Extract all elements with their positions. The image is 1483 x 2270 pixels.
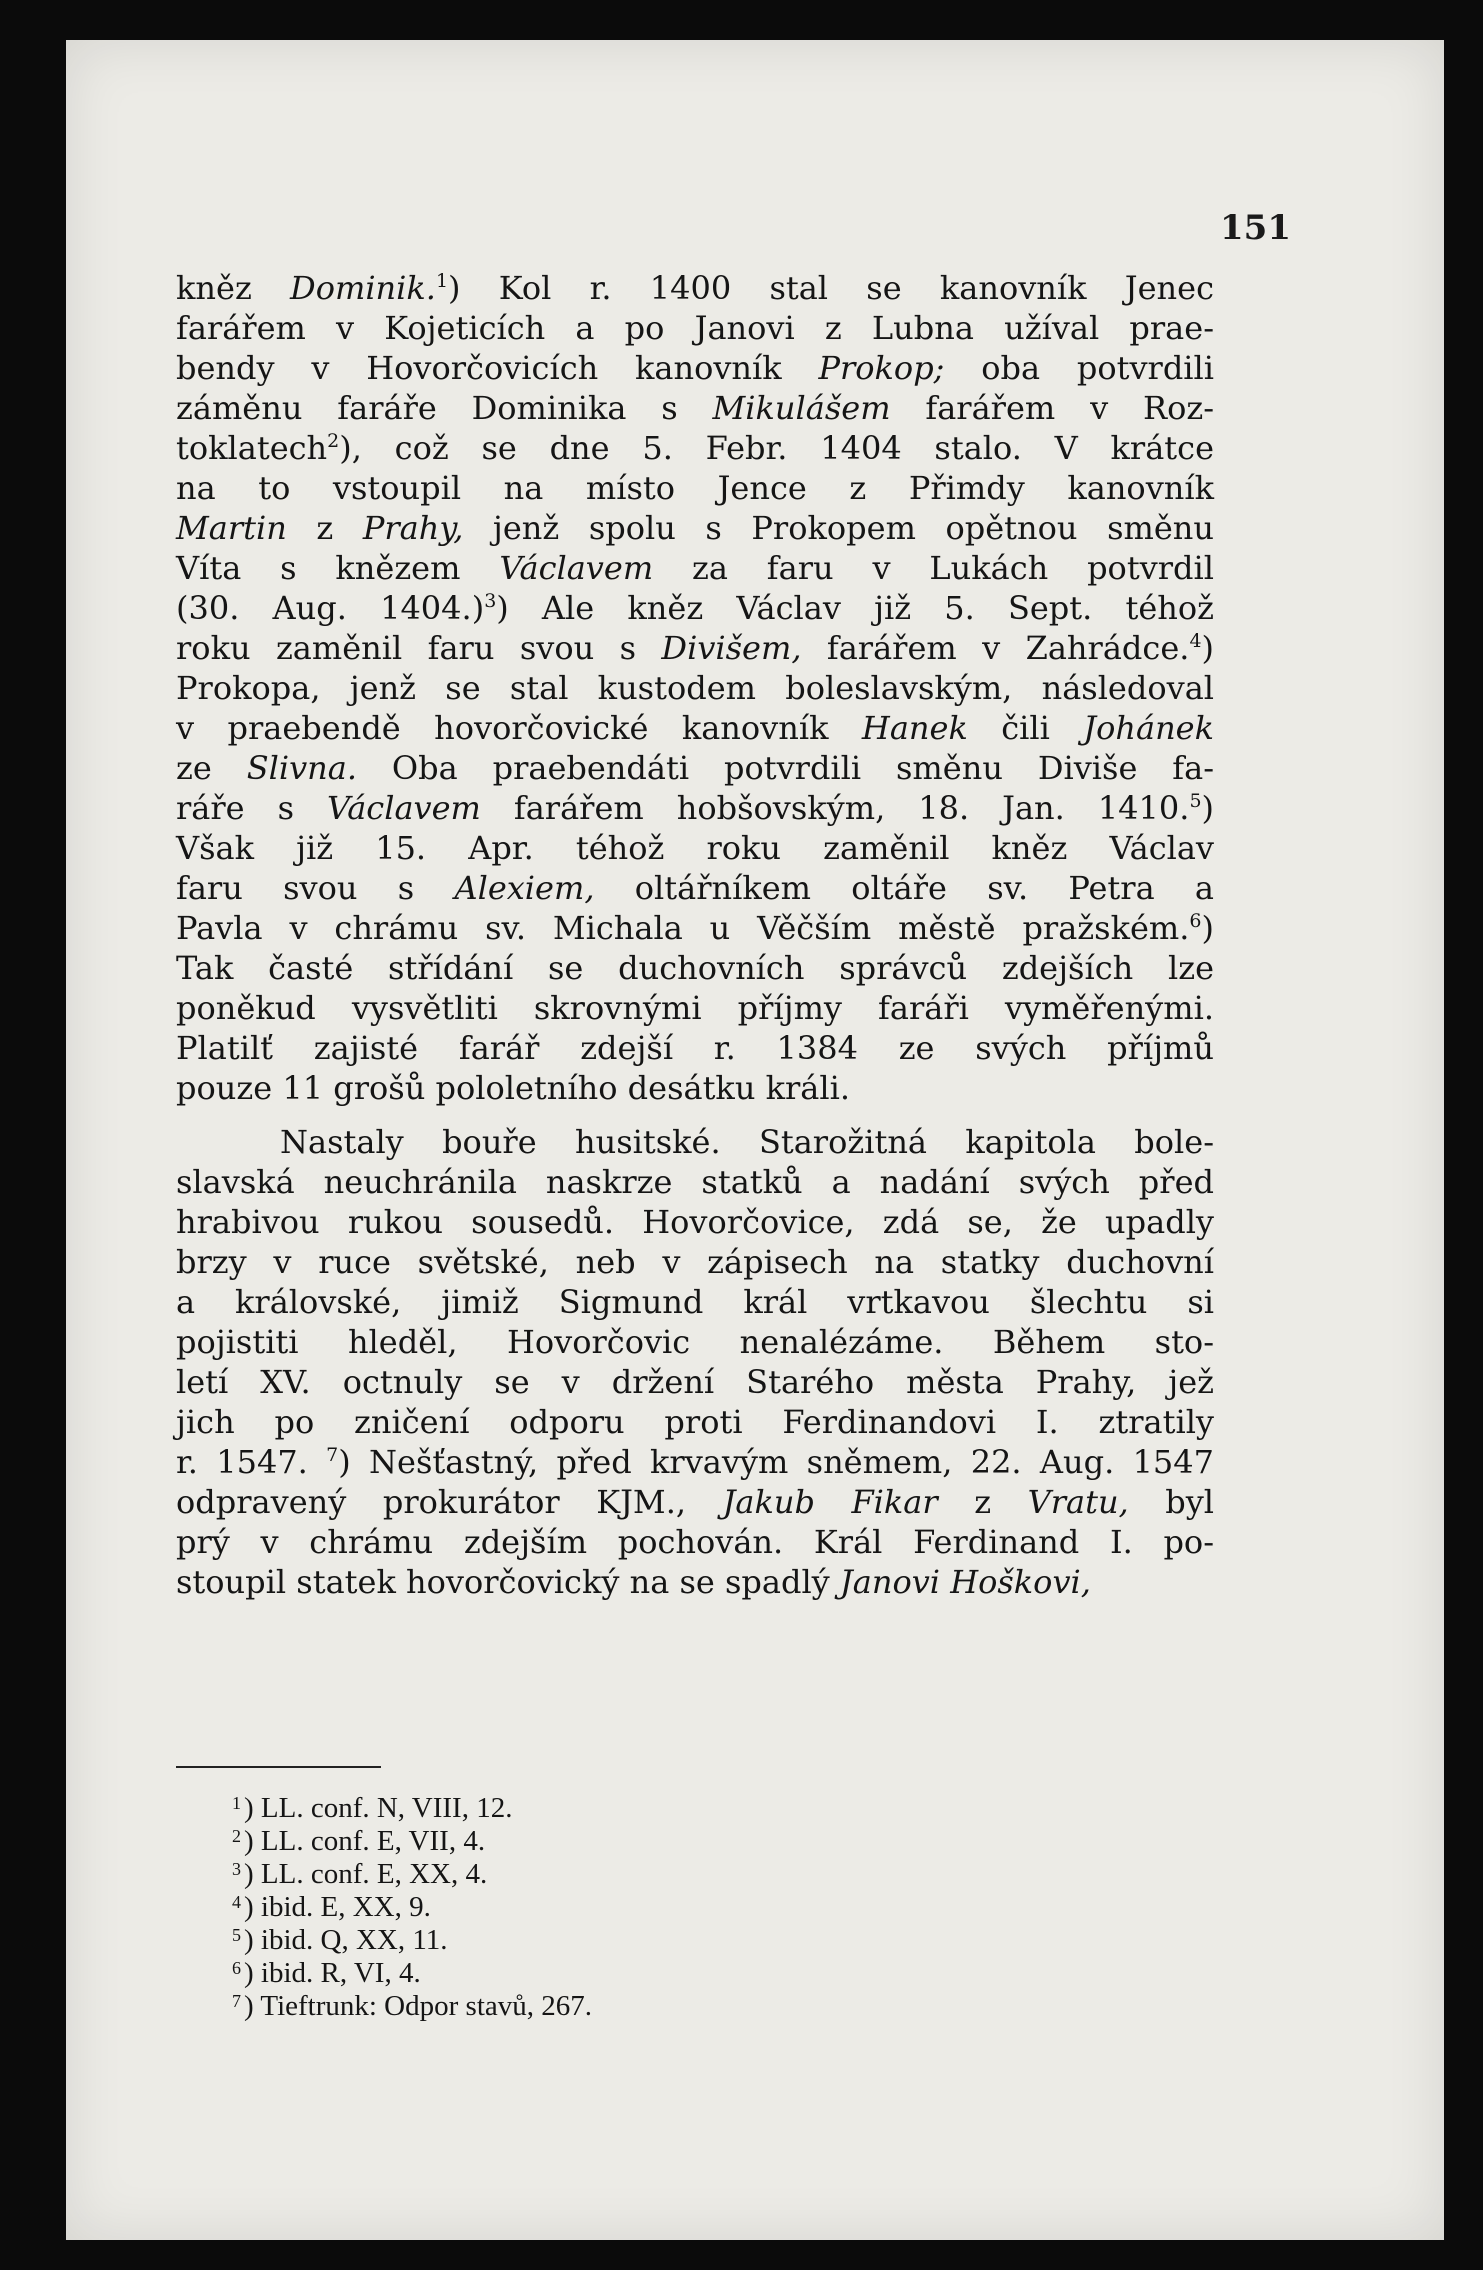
text-run: ) Ale kněz Václav již 5. Sept. téhož <box>496 589 1215 627</box>
footnote <box>232 1825 592 1858</box>
footnote-separator <box>176 1766 381 1768</box>
footnote-ref: 3 <box>484 590 497 612</box>
page-number: 151 <box>1220 208 1291 248</box>
text-line <box>176 1562 1214 1602</box>
text-run: Tak časté střídání se duchovních správců zdejších lze <box>176 949 1214 987</box>
footnote-ref: 2 <box>327 430 340 452</box>
footnote-mark: 7 <box>232 1991 241 2011</box>
text-run: čili <box>967 709 1084 747</box>
text-line <box>176 1322 1214 1362</box>
text-line <box>176 388 1214 428</box>
text-run: ráře s <box>176 789 328 827</box>
italic-name: Alexiem, <box>454 869 595 907</box>
text-line <box>176 1522 1214 1562</box>
text-run: ze <box>176 749 247 787</box>
text-line <box>176 1122 1214 1162</box>
text-line <box>176 428 1214 468</box>
text-line <box>176 548 1214 588</box>
footnotes <box>232 1792 592 2023</box>
text-run: Víta s knězem <box>176 549 500 587</box>
text-run: na to vstoupil na místo Jence z Přimdy kanovník <box>176 469 1214 507</box>
text-line <box>176 748 1214 788</box>
footnote-ref: 6 <box>1189 910 1202 932</box>
text-run: pojistiti hleděl, Hovorčovic nenalézáme. Během sto- <box>176 1323 1214 1361</box>
text-run: oltářníkem oltáře sv. Petra a <box>594 869 1215 907</box>
text-run: farářem v Kojeticích a po Janovi z Lubna užíval prae- <box>176 309 1214 347</box>
text-run: Platilť zajisté farář zdejší r. 1384 ze svých příjmů <box>176 1029 1214 1067</box>
text-run: ) <box>1201 789 1215 827</box>
text-run: slavská neuchránila naskrze statků a nadání svých před <box>176 1163 1214 1201</box>
italic-name: Václavem <box>327 789 481 827</box>
paragraph-1 <box>176 268 1214 1108</box>
text-run: byl <box>1128 1483 1215 1521</box>
text-run: hrabivou rukou sousedů. Hovorčovice, zdá se, že upadly <box>176 1203 1214 1241</box>
text-line <box>176 1442 1214 1482</box>
footnote-text: ) ibid. E, XX, 9. <box>244 1891 431 1923</box>
italic-name: Slivna. <box>246 749 358 787</box>
text-run: poněkud vysvětliti skrovnými příjmy faráři vyměřenými. <box>176 989 1214 1027</box>
text-run: ) <box>1201 629 1215 667</box>
italic-name: Divišem, <box>661 629 802 667</box>
text-line <box>176 788 1214 828</box>
text-run: Oba praebendáti potvrdili směnu Diviše fa- <box>357 749 1215 787</box>
text-run: bendy v Hovorčovicích kanovník <box>176 349 819 387</box>
text-run: Pavla v chrámu sv. Michala u Věčším městě pražském. <box>176 909 1190 947</box>
text-run: Prokopa, jenž se stal kustodem boleslavským, následoval <box>176 669 1214 707</box>
text-line <box>176 588 1214 628</box>
text-run: faru svou s <box>176 869 455 907</box>
text-run: stoupil statek hovorčovický na se spadlý <box>176 1563 840 1601</box>
text-run: pouze 11 grošů pololetního desátku králi. <box>176 1069 850 1107</box>
text-run: odpravený prokurátor KJM., <box>176 1483 723 1521</box>
paragraph-2 <box>176 1122 1214 1602</box>
text-run: ) Nešťastný, před krvavým sněmem, 22. Aug. 1547 <box>338 1443 1215 1481</box>
italic-name: Johánek <box>1083 709 1214 747</box>
footnote <box>232 1990 592 2023</box>
italic-name: Hanek <box>861 709 968 747</box>
text-run: v praebendě hovorčovické kanovník <box>176 709 862 747</box>
footnote <box>232 1792 592 1825</box>
text-run: z <box>286 509 363 547</box>
footnote-mark: 3 <box>232 1859 241 1879</box>
text-line <box>176 1482 1214 1522</box>
footnote <box>232 1957 592 1990</box>
footnote-text: ) ibid. R, VI, 4. <box>244 1957 421 1989</box>
text-run: r. 1547. <box>176 1443 327 1481</box>
footnote <box>232 1924 592 1957</box>
footnote-text: ) LL. conf. E, XX, 4. <box>244 1858 488 1890</box>
footnote-mark: 5 <box>232 1925 241 1945</box>
text-line <box>176 1362 1214 1402</box>
text-line <box>176 268 1214 308</box>
body-text <box>176 268 1214 1602</box>
italic-name: Jakub Fikar <box>722 1483 938 1521</box>
text-run: záměnu faráře Dominika s <box>176 389 713 427</box>
text-run: ), což se dne 5. Febr. 1404 stalo. V krátce <box>339 429 1214 467</box>
footnote <box>232 1858 592 1891</box>
italic-name: Vratu, <box>1027 1483 1129 1521</box>
text-run: Však již 15. Apr. téhož roku zaměnil kněz Václav <box>176 829 1214 867</box>
text-run: kněz <box>176 269 291 307</box>
text-line <box>176 1068 1214 1108</box>
italic-name: Prokop; <box>818 349 945 387</box>
footnote-ref: 1 <box>435 270 449 292</box>
text-run: letí XV. octnuly se v držení Starého města Prahy, jež <box>176 1363 1214 1401</box>
text-line <box>176 1282 1214 1322</box>
text-line <box>176 1202 1214 1242</box>
italic-name: Dominik. <box>290 269 436 307</box>
text-run: oba potvrdili <box>944 349 1215 387</box>
footnote-ref: 7 <box>326 1444 339 1466</box>
text-run: toklatech <box>176 429 328 467</box>
text-run: jenž spolu s Prokopem opětnou směnu <box>463 509 1215 547</box>
text-run: Nastaly bouře husitské. Starožitná kapitola bole- <box>280 1123 1214 1161</box>
text-line <box>176 1402 1214 1442</box>
footnote-text: ) LL. conf. E, VII, 4. <box>244 1825 486 1857</box>
footnote-ref: 4 <box>1189 630 1202 652</box>
footnote-text: ) Tieftrunk: Odpor stavů, 267. <box>244 1990 592 2022</box>
footnote-text: ) LL. conf. N, VIII, 12. <box>244 1792 513 1824</box>
italic-name: Martin <box>176 509 287 547</box>
text-run: prý v chrámu zdejším pochován. Král Ferdinand I. po- <box>176 1523 1214 1561</box>
footnote <box>232 1891 592 1924</box>
text-line <box>176 828 1214 868</box>
text-line <box>176 948 1214 988</box>
text-line <box>176 348 1214 388</box>
text-run: (30. Aug. 1404.) <box>176 589 485 627</box>
text-run: brzy v ruce světské, neb v zápisech na statky duchovní <box>176 1243 1214 1281</box>
footnote-text: ) ibid. Q, XX, 11. <box>244 1924 448 1956</box>
italic-name: Mikulášem <box>712 389 891 427</box>
text-line <box>176 908 1214 948</box>
text-run: farářem v Zahrádce. <box>801 629 1190 667</box>
text-line <box>176 708 1214 748</box>
italic-name: Janovi Hoškovi, <box>839 1563 1091 1601</box>
text-run: roku zaměnil faru svou s <box>176 629 662 667</box>
text-line <box>176 1028 1214 1068</box>
footnote-ref: 5 <box>1189 790 1202 812</box>
text-line <box>176 468 1214 508</box>
text-line <box>176 1242 1214 1282</box>
text-run: z <box>937 1483 1028 1521</box>
footnote-mark: 4 <box>232 1892 241 1912</box>
text-line <box>176 1162 1214 1202</box>
text-run: jich po zničení odporu proti Ferdinandovi I. ztratily <box>176 1403 1214 1441</box>
text-line <box>176 628 1214 668</box>
text-line <box>176 508 1214 548</box>
footnote-mark: 1 <box>232 1793 241 1813</box>
text-run: ) <box>1201 909 1214 947</box>
text-run: za faru v Lukách potvrdil <box>653 549 1215 587</box>
text-line <box>176 988 1214 1028</box>
footnote-mark: 2 <box>232 1826 241 1846</box>
text-run: farářem hobšovským, 18. Jan. 1410. <box>480 789 1190 827</box>
text-line <box>176 308 1214 348</box>
text-line <box>176 868 1214 908</box>
italic-name: Prahy, <box>362 509 464 547</box>
text-run: farářem v Roz- <box>890 389 1214 427</box>
footnote-mark: 6 <box>232 1958 241 1978</box>
text-run: ) Kol r. 1400 stal se kanovník Jenec <box>448 269 1215 307</box>
text-line <box>176 668 1214 708</box>
text-run: a královské, jimiž Sigmund král vrtkavou šlechtu si <box>176 1283 1214 1321</box>
italic-name: Václavem <box>499 549 654 587</box>
